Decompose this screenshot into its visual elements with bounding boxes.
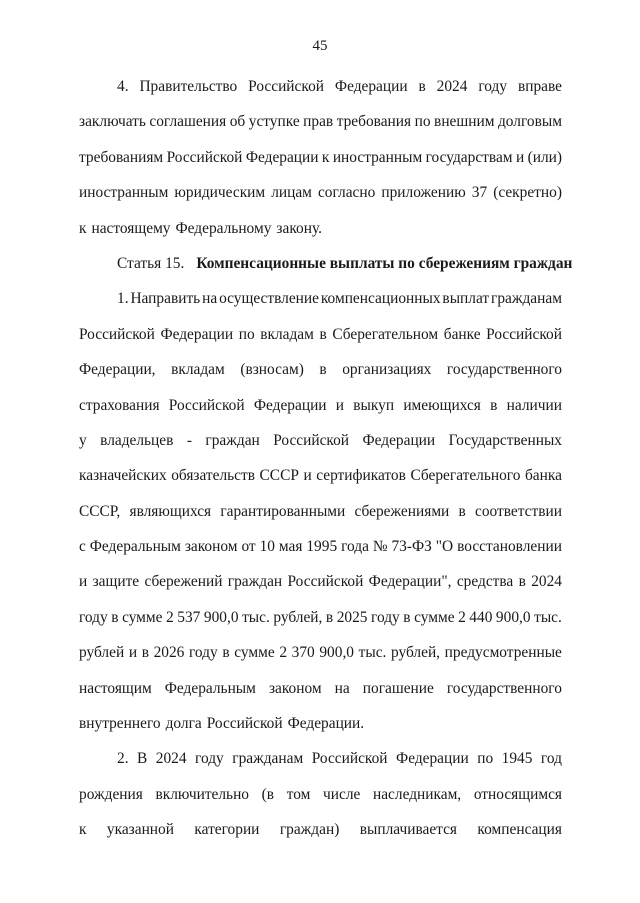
text-line: году в сумме 2 537 900,0 тыс. рублей, в 2025 году в сумме 2 440 900,0 тыс. <box>79 608 562 626</box>
page-number: 45 <box>312 38 328 54</box>
text-line: СССР, являющихся гарантированными сбережениями в соответствии <box>79 502 562 520</box>
text-line: казначейских обязательств СССР и сертификатов Сберегательного банка <box>79 467 562 485</box>
article-heading <box>79 251 573 286</box>
document-body <box>79 74 573 853</box>
text-line: настоящим Федеральным законом на погашение государственного <box>79 679 562 697</box>
text-line: 2. В 2024 году гражданам Российской Федерации по 1945 год <box>117 750 562 768</box>
text-line: внутреннего долга Российской Федерации. <box>79 715 365 733</box>
text-line: заключать соглашения об уступке прав требования по внешним долговым <box>79 113 562 131</box>
text-line: с Федеральным законом от 10 мая 1995 года № 73-ФЗ "О восстановлении <box>79 538 562 556</box>
text-line: Федерации, вкладам (взносам) в организациях государственного <box>79 361 562 379</box>
text-line: к настоящему Федеральному закону. <box>79 219 322 237</box>
article-title: Компенсационные выплаты по сбережениям граждан <box>196 254 573 272</box>
text-line: Российской Федерации по вкладам в Сберегательном банке Российской <box>79 325 562 343</box>
text-line: иностранным юридическим лицам согласно приложению 37 (секретно) <box>79 184 562 202</box>
article-number: Статья 15. <box>117 254 185 272</box>
text-line: страхования Российской Федерации и выкуп имеющихся в наличии <box>79 396 562 414</box>
text-line: требованиям Российской Федерации к иностранным государствам и (или) <box>79 148 562 166</box>
text-line: рождения включительно (в том числе наследникам, относящимся <box>79 785 562 803</box>
text-line: и защите сбережений граждан Российской Федерации", средства в 2024 <box>79 573 562 591</box>
text-line: к указанной категории граждан) выплачивается компенсация <box>79 821 562 839</box>
text-line: 1. Направить на осуществление компенсационных выплат гражданам <box>117 290 562 308</box>
text-line: рублей и в 2026 году в сумме 2 370 900,0 тыс. рублей, предусмотренные <box>79 644 562 662</box>
text-line: 4. Правительство Российской Федерации в 2024 году вправе <box>117 78 562 95</box>
text-line: у владельцев - граждан Российской Федерации Государственных <box>79 431 562 449</box>
